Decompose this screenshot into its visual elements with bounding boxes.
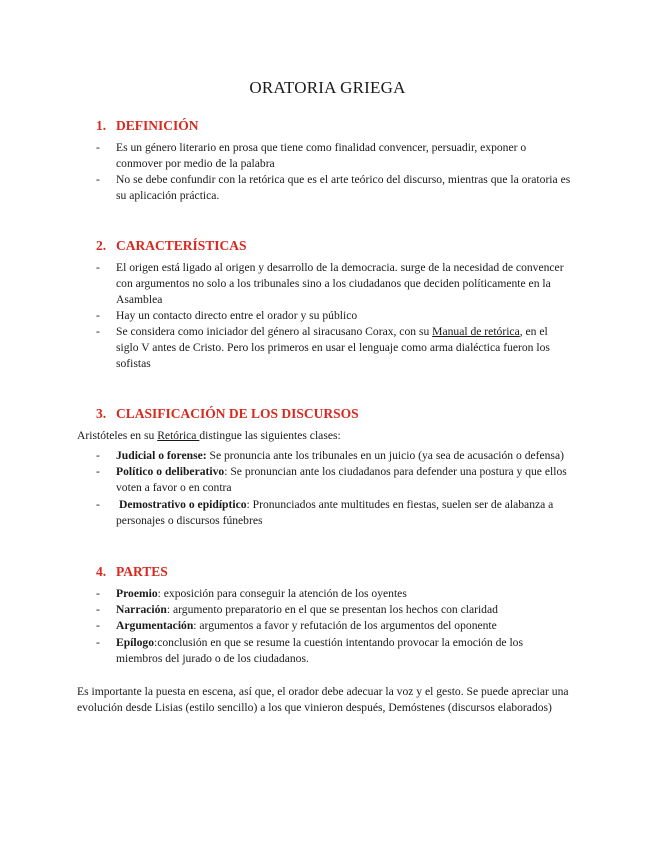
bullet-marker: - bbox=[96, 498, 100, 511]
term: Argumentación bbox=[116, 619, 194, 632]
section-title: CLASIFICACIÓN DE LOS DISCURSOS bbox=[116, 406, 359, 421]
bullet-line: con argumentos no solo a los tribunales sino a los ciudadanos que deciden políticamente en la bbox=[116, 277, 551, 290]
bullet-line: Es un género literario en prosa que tiene como finalidad convencer, persuadir, exponer o bbox=[116, 141, 527, 154]
term: Epílogo bbox=[116, 636, 155, 649]
text-run: Se pronuncia ante los tribunales en un juicio (ya sea de acusación o defensa) bbox=[206, 449, 564, 462]
text-run: : argumento preparatorio en el que se presentan los hechos con claridad bbox=[166, 603, 498, 616]
bullet-line bbox=[116, 324, 548, 341]
bullet-line: Asamblea bbox=[116, 293, 163, 306]
bullet-line bbox=[116, 618, 497, 635]
text-run: :conclusión en que se resume la cuestión intentando provocar la emoción de los bbox=[154, 636, 523, 649]
section-title: DEFINICIÓN bbox=[116, 118, 199, 133]
bullet-line bbox=[116, 586, 407, 603]
bullet-marker: - bbox=[96, 619, 100, 632]
bullet-line: conmover por medio de la palabra bbox=[116, 157, 275, 170]
text-run: Aristóteles en su bbox=[77, 429, 158, 442]
text-run: : Pronunciados ante multitudes en fiestas, suelen ser de alabanza a bbox=[246, 498, 554, 511]
bullet-line: No se debe confundir con la retórica que es el arte teórico del discurso, mientras que la oratoria es bbox=[116, 173, 571, 186]
bullet-line: siglo V antes de Cristo. Pero los primeros en usar el lenguaje como arma dialéctica fueron los bbox=[116, 341, 550, 354]
bullet-line: sofistas bbox=[116, 357, 151, 370]
section-intro bbox=[77, 428, 341, 445]
bullet-marker: - bbox=[96, 309, 100, 322]
bullet-marker: - bbox=[96, 325, 100, 338]
text-run: : exposición para conseguir la atención de los oyentes bbox=[157, 587, 407, 600]
text-run: : Se pronuncian ante los ciudadanos para defender una postura y que ellos bbox=[224, 465, 567, 478]
closing-paragraph-line: evolución desde Lisias (estilo sencillo) a los que vinieron después, Demóstenes (discursos elaborados) bbox=[77, 701, 552, 714]
bullet-marker: - bbox=[96, 141, 100, 154]
text-run: : argumentos a favor y refutación de los argumentos del oponente bbox=[193, 619, 497, 632]
bullet-marker: - bbox=[96, 587, 100, 600]
bullet-marker: - bbox=[96, 465, 100, 478]
bullet-line bbox=[119, 497, 553, 514]
book-title-manual-de-retorica: Manual de retórica bbox=[432, 325, 520, 338]
text-run: Se considera como iniciador del género al siracusano Corax, con su bbox=[116, 325, 433, 338]
section-heading-definicion bbox=[96, 118, 199, 134]
text-run: distingue las siguientes clases: bbox=[199, 429, 341, 442]
bullet-marker: - bbox=[96, 449, 100, 462]
bullet-marker: - bbox=[96, 173, 100, 186]
bullet-line: El origen está ligado al origen y desarrollo de la democracia. surge de la necesidad de convencer bbox=[116, 261, 564, 274]
section-heading-partes bbox=[96, 564, 168, 580]
bullet-marker: - bbox=[96, 603, 100, 616]
term: Demostrativo o epidíptico bbox=[119, 498, 247, 511]
term: Narración bbox=[116, 603, 167, 616]
bullet-line bbox=[116, 635, 523, 652]
section-number: 1. bbox=[96, 118, 107, 133]
section-heading-clasificacion bbox=[96, 406, 359, 422]
text-run: , en el bbox=[519, 325, 548, 338]
bullet-marker: - bbox=[96, 261, 100, 274]
term: Judicial o forense: bbox=[116, 449, 207, 462]
term: Político o deliberativo bbox=[116, 465, 225, 478]
bullet-line bbox=[116, 448, 564, 465]
bullet-line: su aplicación práctica. bbox=[116, 189, 220, 202]
closing-paragraph-line: Es importante la puesta en escena, así que, el orador debe adecuar la voz y el gesto. Se puede apreciar una bbox=[77, 685, 569, 698]
section-heading-caracteristicas bbox=[96, 238, 247, 254]
bullet-line: personajes o discursos fúnebres bbox=[116, 514, 263, 527]
section-number: 4. bbox=[96, 564, 107, 579]
bullet-line: miembros del jurado o de los ciudadanos. bbox=[116, 652, 309, 665]
bullet-line bbox=[116, 602, 498, 619]
document-title: ORATORIA GRIEGA bbox=[249, 78, 406, 97]
bullet-line: voten a favor o en contra bbox=[116, 481, 232, 494]
section-number: 2. bbox=[96, 238, 107, 253]
book-title-retorica: Retórica bbox=[157, 429, 200, 442]
bullet-line bbox=[116, 464, 567, 481]
section-number: 3. bbox=[96, 406, 107, 421]
section-title: PARTES bbox=[116, 564, 168, 579]
term: Proemio bbox=[116, 587, 158, 600]
bullet-line: Hay un contacto directo entre el orador y su público bbox=[116, 309, 358, 322]
section-title: CARACTERÍSTICAS bbox=[116, 238, 247, 253]
bullet-marker: - bbox=[96, 636, 100, 649]
